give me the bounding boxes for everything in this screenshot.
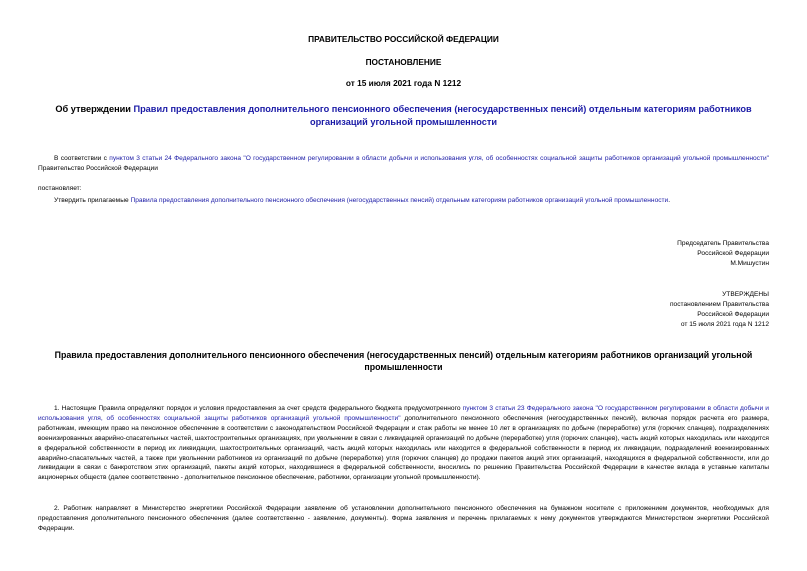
preamble-text-end: Правительство Российской Федерации xyxy=(38,164,158,172)
approved-rules-link[interactable]: Правила предоставления дополнительного пенсионного обеспечения (негосударственных пенсий) отдельным категориям работников организаций угольной промышленности xyxy=(130,197,669,204)
federal-law-art23-link[interactable]: пунктом 3 статьи 23 Федерального закона "О государственном регулировании в области добычи и использования угля, об особенностях социальной защиты работников организаций угольной промышленности" xyxy=(38,405,769,422)
approval-stamp xyxy=(670,290,769,330)
preamble-text-start: В соответствии с xyxy=(54,155,110,162)
approve-text-start: Утвердить прилагаемые xyxy=(54,197,131,204)
preamble-paragraph xyxy=(38,154,769,174)
clause-2: 2. Работник направляет в Министерство энергетики Российской Федерации заявление об установлении дополнительного пенсионного обеспечения на бумажном носителе с приложением документов, необходимых для предоставления дополнительного пенсионного обеспечения (далее соответственно - заявление, документы). Форма заявления и перечень прилагаемых к нему документов утверждаются Министерством энергетики Российской Федерации. xyxy=(38,505,769,532)
approve-text-end: . xyxy=(668,197,671,204)
approved-by: постановлением Правительства xyxy=(669,300,769,308)
title-prefix: Об утверждении xyxy=(55,104,134,114)
approved-label: УТВЕРЖДЕНЫ xyxy=(722,291,769,298)
doc-type-heading: ПОСТАНОВЛЕНИЕ xyxy=(365,57,442,67)
rules-link[interactable]: Правил предоставления дополнительного пенсионного обеспечения (негосударственных пенсий) отдельным категориям работников организаций угольной промышленности xyxy=(133,104,752,127)
approve-paragraph xyxy=(38,196,769,206)
signature-name: М.Мишустин xyxy=(730,259,769,267)
approved-country: Российской Федерации xyxy=(697,310,769,318)
government-heading: ПРАВИТЕЛЬСТВО РОССИЙСКОЙ ФЕДЕРАЦИИ xyxy=(308,34,499,44)
resolution-title xyxy=(36,103,771,128)
signature-position: Председатель Правительства xyxy=(677,240,769,247)
clause-1-text-start: 1. Настоящие Правила определяют порядок и условия предоставления за счет средств федерального бюджета предусмотренного xyxy=(54,405,463,412)
rules-title: Правила предоставления дополнительного пенсионного обеспечения (негосударственных пенсий) отдельным категориям работников организаций угольной промышленности xyxy=(54,350,753,372)
signature-block xyxy=(677,239,769,269)
signature-country: Российской Федерации xyxy=(697,249,769,257)
clause-1-text-end: дополнительного пенсионного обеспечения (негосударственных пенсий), включая порядок расчета его размера, работникам, имеющим право на пенсионное обеспечение в соответствии с законодательством Российской Федерации и стаж работы не менее 10 лет в организациях по добыче (переработке) угля (горючих сланцев), подразделениях военизированных аварийно-спасательных частей, шахтостроительных организациях, при увольнении в связи с ликвидацией организаций по добыче (переработке) угля (горючих сланцев), часть акций которых находилась или находится в федеральной собственности в период их ликвидации, шахтостроительных организаций, часть акций которых находилась или находится в федеральной собственности в период их ликвидации, подразделений военизированных аварийно-спасательных частей, а также при увольнении работников из организаций по добыче (переработке) угля (горючих сланцев) до продажи пакетов акций этих организаций, находящихся в федеральной собственности, или до ликвидации в связи с банкротством этих организаций, пакеты акций которых, находившиеся в федеральной собственности, вносились по решению Правительства Российской Федерации в качестве вклада в уставные капиталы акционерных обществ (далее соответственно - дополнительное пенсионное обеспечение, работники, организации угольной промышленности). xyxy=(38,414,770,482)
resolves-text: постановляет: xyxy=(38,185,82,192)
federal-law-link[interactable]: пунктом 3 статьи 24 Федерального закона "О государственном регулировании в области добычи и использования угля, об особенностях социальной защиты работников организаций угольной промышленности" xyxy=(109,155,769,162)
date-number: от 15 июля 2021 года N 1212 xyxy=(345,78,462,88)
approved-date: от 15 июля 2021 года N 1212 xyxy=(680,320,769,328)
clause-1 xyxy=(38,404,769,483)
